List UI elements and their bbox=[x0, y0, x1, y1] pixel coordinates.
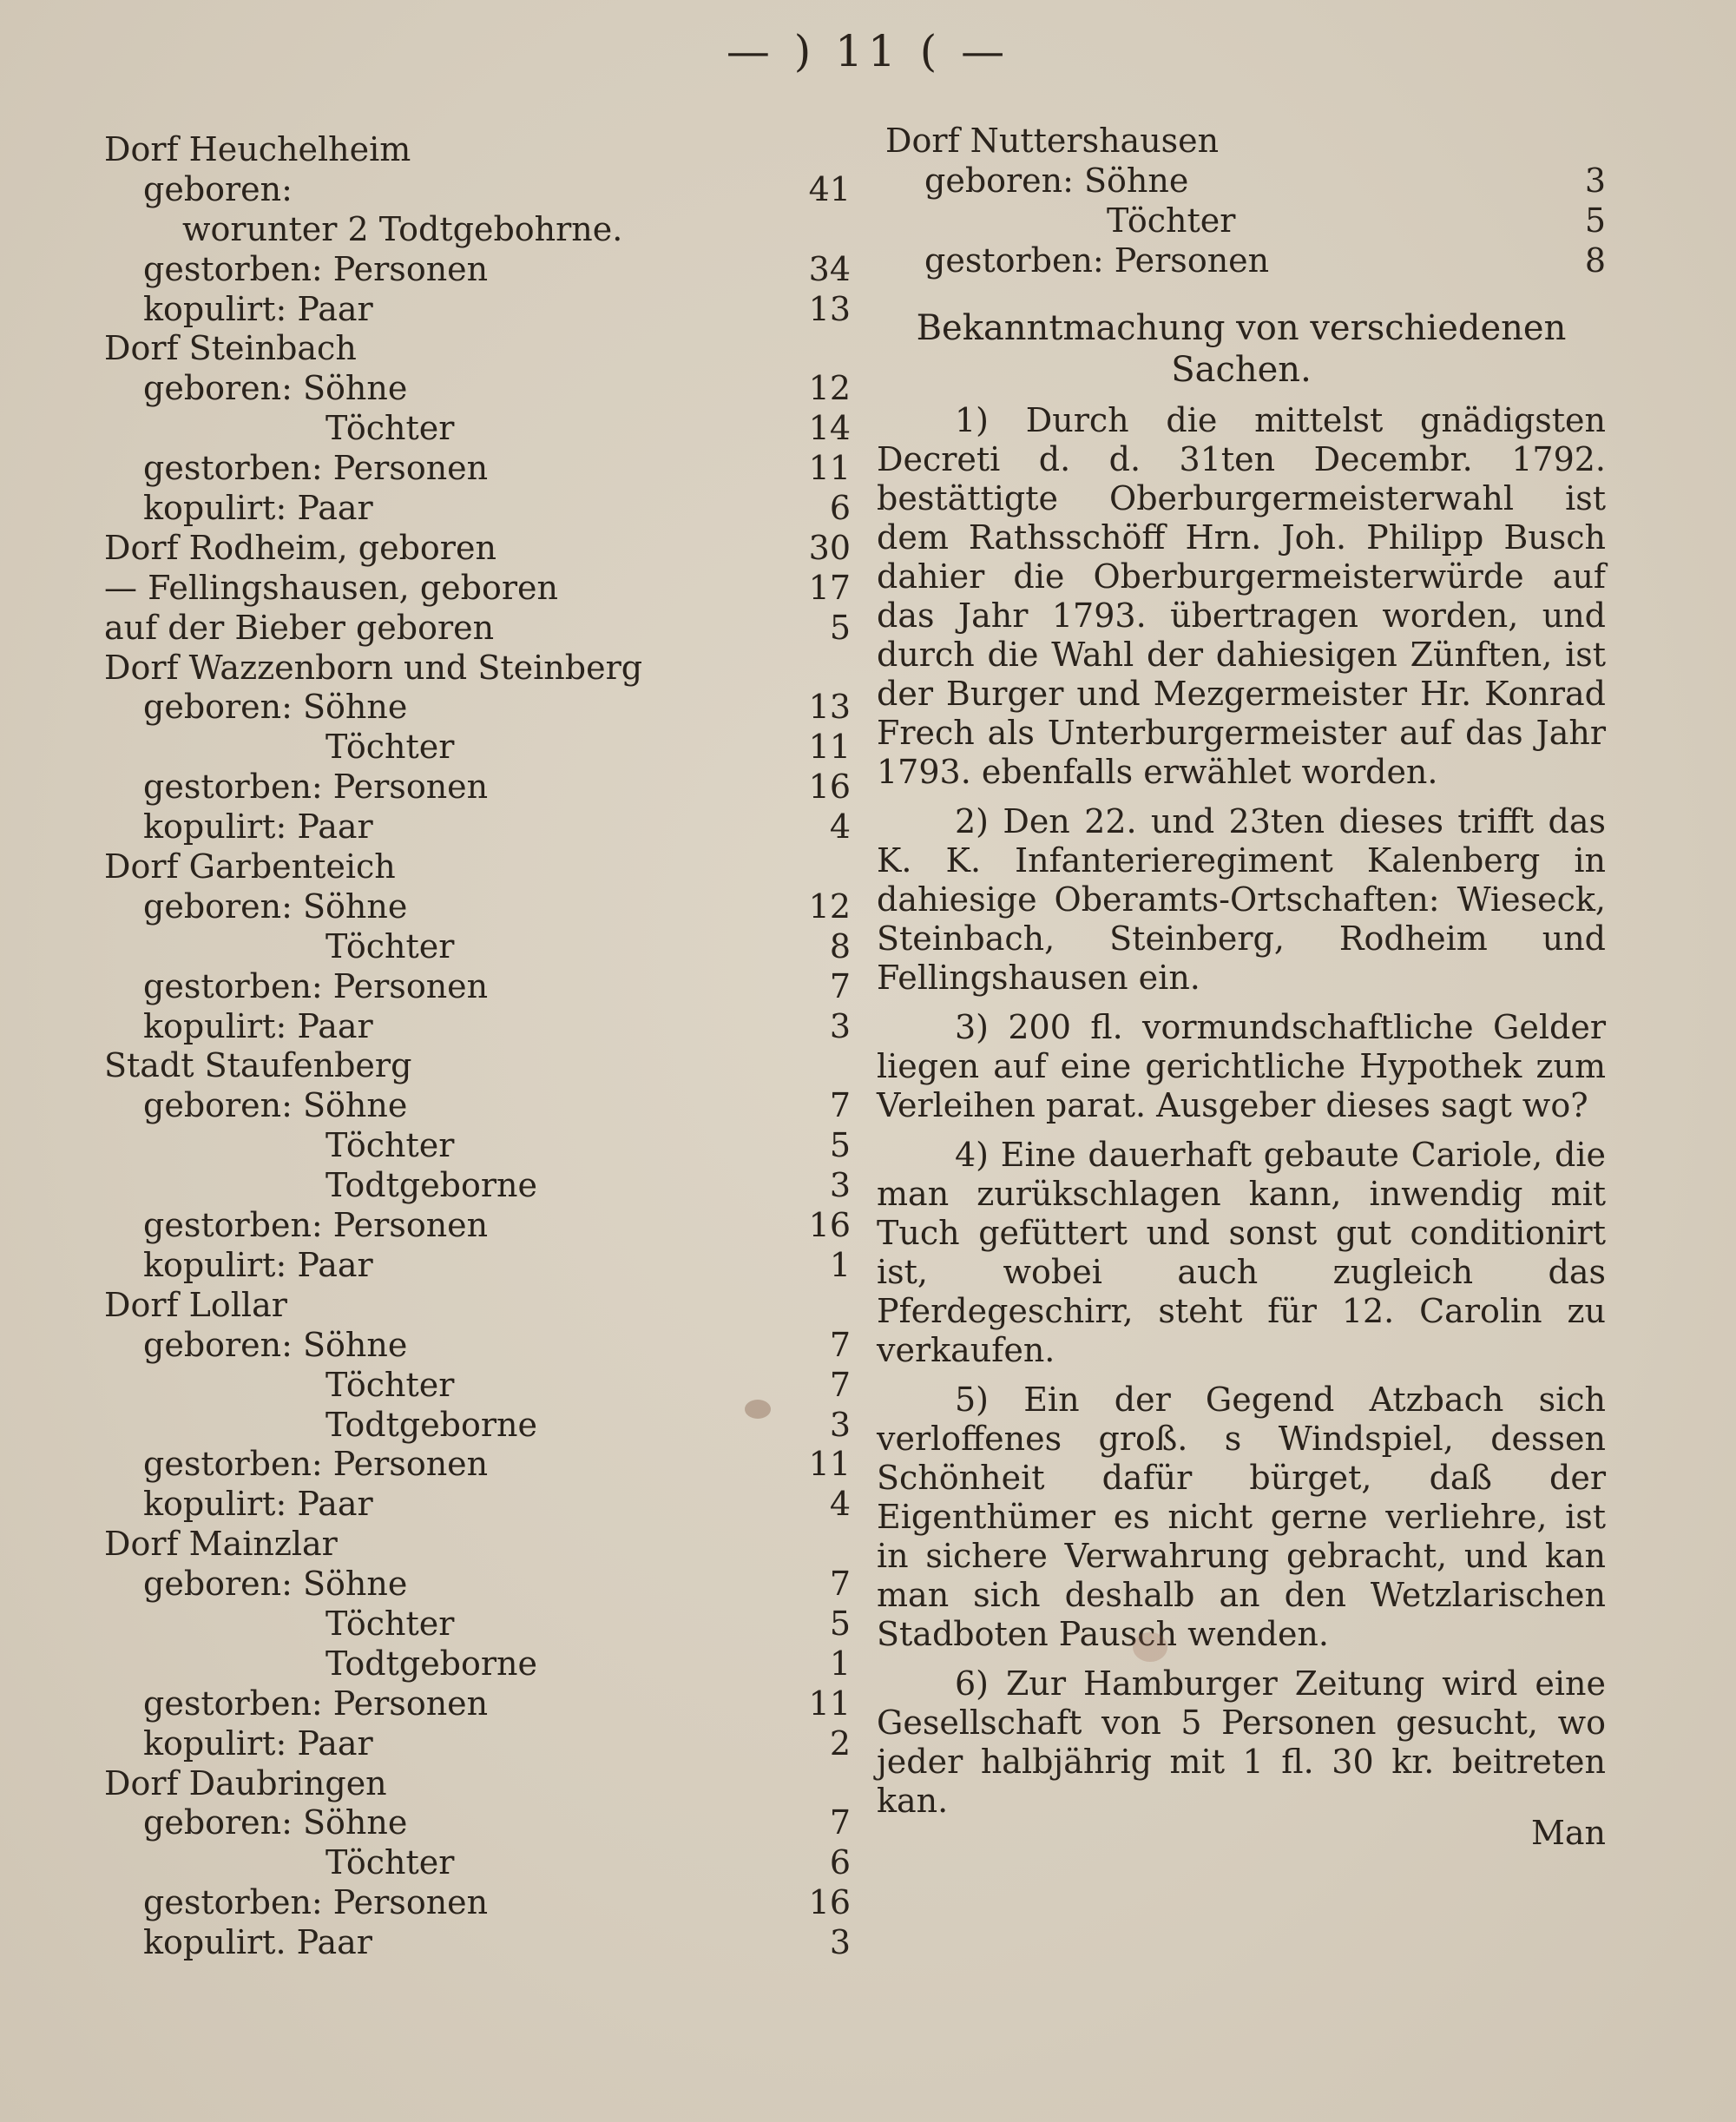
notice-paragraph: 2) Den 22. und 23ten dieses trifft das K. K. Infanterieregiment Kalenberg in dahiesige Oberamts-Ortschaften: Wieseck, Steinbach, Steinberg, Rodheim und Fellingshausen ein. bbox=[877, 801, 1606, 997]
row-value: 1 bbox=[829, 1245, 851, 1284]
row-value: 3 bbox=[829, 1923, 851, 1962]
notice-paragraph: 4) Eine dauerhaft gebaute Cariole, die man zurükschlagen kann, inwendig mit Tuch gefüttert und sonst gut conditionirt ist, wobei auch zugleich das Pferdegeschirr, steht für 12. Carolin zu verkaufen. bbox=[877, 1135, 1606, 1369]
table-row bbox=[95, 489, 851, 529]
row-label: kopulirt: Paar bbox=[143, 1245, 373, 1284]
row-label: — Fellingshausen, geboren bbox=[104, 568, 558, 607]
row-label: Dorf Steinbach bbox=[104, 329, 357, 368]
row-label: kopulirt: Paar bbox=[143, 807, 373, 847]
row-label: kopulirt: Paar bbox=[143, 1485, 373, 1524]
row-value: 5 bbox=[829, 1126, 851, 1165]
table-row bbox=[95, 649, 851, 689]
row-value: 6 bbox=[829, 489, 851, 528]
row-label: gestorben: Personen bbox=[143, 1206, 489, 1245]
row-label: gestorben: Personen bbox=[143, 768, 489, 807]
row-label: gestorben: Personen bbox=[143, 966, 489, 1005]
row-value: 12 bbox=[808, 886, 851, 926]
paper-stain bbox=[1133, 1632, 1167, 1662]
row-label: gestorben: Personen bbox=[143, 249, 489, 288]
ink-blot bbox=[745, 1400, 771, 1419]
table-row bbox=[95, 1126, 851, 1166]
row-label: Töchter bbox=[326, 1843, 455, 1882]
row-value: 11 bbox=[808, 728, 851, 767]
table-row bbox=[95, 1684, 851, 1724]
table-row bbox=[95, 170, 851, 210]
row-value: 13 bbox=[808, 688, 851, 727]
row-label: Töchter bbox=[326, 1604, 455, 1643]
row-value: 3 bbox=[829, 1006, 851, 1045]
table-row bbox=[95, 1086, 851, 1126]
row-label: Todtgeborne bbox=[326, 1166, 538, 1205]
row-value: 11 bbox=[808, 449, 851, 488]
row-value: 7 bbox=[829, 1365, 851, 1404]
table-row bbox=[95, 1007, 851, 1047]
table-row bbox=[95, 1724, 851, 1764]
table-row bbox=[95, 1843, 851, 1883]
row-label: Dorf Heuchelheim bbox=[104, 130, 411, 168]
row-label: Töchter bbox=[1107, 201, 1236, 240]
table-row bbox=[95, 1246, 851, 1286]
row-value: 7 bbox=[829, 966, 851, 1005]
row-value: 30 bbox=[808, 528, 851, 567]
row-label: Stadt Staufenberg bbox=[104, 1046, 412, 1085]
row-value: 7 bbox=[829, 1565, 851, 1604]
section-title: Bekanntmachung von verschiedenen Sachen. bbox=[916, 307, 1567, 390]
row-label: gestorben: Personen bbox=[143, 1445, 489, 1484]
table-row bbox=[95, 609, 851, 649]
table-row bbox=[95, 1883, 851, 1923]
row-label: gestorben: Personen bbox=[143, 1883, 489, 1922]
table-row bbox=[95, 529, 851, 569]
page-header: — ) 11 ( — bbox=[726, 26, 1010, 76]
row-label: kopulirt: Paar bbox=[143, 1723, 373, 1763]
table-row bbox=[95, 1406, 851, 1446]
table-row bbox=[95, 1485, 851, 1525]
row-label: Todtgeborne bbox=[326, 1405, 538, 1444]
row-label: gestorben: Personen bbox=[143, 449, 489, 488]
row-label: Dorf Lollar bbox=[104, 1285, 287, 1324]
table-row bbox=[95, 1445, 851, 1485]
row-label: worunter 2 Todtgebohrne. bbox=[182, 209, 623, 248]
row-label: Töchter bbox=[326, 926, 455, 965]
row-label: Dorf Nuttershausen bbox=[885, 122, 1220, 160]
table-row bbox=[877, 161, 1606, 201]
right-column bbox=[877, 122, 1606, 1850]
table-row bbox=[95, 1206, 851, 1246]
row-value: 14 bbox=[808, 409, 851, 448]
table-row bbox=[95, 409, 851, 449]
notice-paragraph: 5) Ein der Gegend Atzbach sich verloffenes groß. s Windspiel, dessen Schönheit dafür bürget, daß der Eigenthümer es nicht gerne verliehre, ist in sichere Verwahrung gebracht, und kan man sich deshalb an den Wetzlarischen Stadboten Pausch wenden. bbox=[877, 1380, 1606, 1653]
table-row bbox=[95, 927, 851, 967]
table-row bbox=[877, 122, 1606, 161]
row-value: 3 bbox=[829, 1405, 851, 1444]
table-row bbox=[95, 1764, 851, 1804]
row-label: kopulirt: Paar bbox=[143, 289, 373, 328]
row-value: 5 bbox=[829, 608, 851, 647]
row-label: Töchter bbox=[326, 409, 455, 448]
row-value: 7 bbox=[829, 1086, 851, 1125]
table-row bbox=[95, 1923, 851, 1963]
table-row bbox=[95, 1366, 851, 1406]
row-value: 11 bbox=[808, 1684, 851, 1723]
row-label: kopulirt: Paar bbox=[143, 1006, 373, 1045]
table-row bbox=[95, 250, 851, 290]
table-row bbox=[95, 210, 851, 250]
table-row bbox=[95, 1046, 851, 1086]
notice-paragraph: 1) Durch die mittelst gnädigsten Decreti d. d. 31ten Decembr. 1792. bestättigte Oberburgermeisterwahl ist dem Rathsschöff Hrn. Joh. Philipp Busch dahier die Oberburgermeisterwürde auf das Jahr 1793. übertragen worden, und durch die Wahl der dahiesigen Zünften, ist der Burger und Mezgermeister Hr. Konrad Frech als Unterburgermeister auf das Jahr 1793. ebenfalls erwählet worden. bbox=[877, 400, 1606, 791]
row-value: 13 bbox=[808, 289, 851, 328]
row-label: Dorf Rodheim, geboren bbox=[104, 528, 496, 567]
table-row bbox=[95, 1565, 851, 1605]
table-row bbox=[95, 967, 851, 1007]
row-label: gestorben: Personen bbox=[143, 1684, 489, 1723]
row-label: Töchter bbox=[326, 728, 455, 767]
row-label: geboren: Söhne bbox=[143, 369, 408, 408]
notice-paragraph: 6) Zur Hamburger Zeitung wird eine Gesellschaft von 5 Personen gesucht, wo jeder halbjährig mit 1 fl. 30 kr. beitreten kan. bbox=[877, 1664, 1606, 1820]
table-row bbox=[95, 887, 851, 927]
notice-paragraph: 3) 200 fl. vormundschaftliche Gelder liegen auf eine gerichtliche Hypothek zum Verleihen parat. Ausgeber dieses sagt wo? bbox=[877, 1007, 1606, 1124]
row-value: 34 bbox=[808, 249, 851, 288]
row-value: 16 bbox=[808, 768, 851, 807]
row-label: geboren: Söhne bbox=[143, 688, 408, 727]
row-label: Dorf Wazzenborn und Steinberg bbox=[104, 648, 643, 687]
row-value: 3 bbox=[829, 1166, 851, 1205]
row-label: kopulirt. Paar bbox=[143, 1923, 372, 1962]
row-label: auf der Bieber geboren bbox=[104, 608, 495, 647]
row-label: Dorf Daubringen bbox=[104, 1763, 387, 1802]
table-row bbox=[95, 369, 851, 409]
row-value: 17 bbox=[808, 568, 851, 607]
row-value: 8 bbox=[1584, 241, 1606, 280]
table-row bbox=[95, 569, 851, 609]
row-value: 1 bbox=[829, 1644, 851, 1683]
row-label: geboren: Söhne bbox=[143, 1086, 408, 1125]
row-label: Todtgeborne bbox=[326, 1644, 538, 1683]
nuttershausen-table bbox=[877, 122, 1606, 281]
table-row bbox=[877, 201, 1606, 241]
row-label: kopulirt: Paar bbox=[143, 489, 373, 528]
row-label: Töchter bbox=[326, 1126, 455, 1165]
row-value: 12 bbox=[808, 369, 851, 408]
row-label: Dorf Mainzlar bbox=[104, 1525, 338, 1564]
table-row bbox=[95, 290, 851, 330]
row-value: 5 bbox=[1584, 201, 1606, 240]
row-label: geboren: Söhne bbox=[143, 1565, 408, 1604]
table-row bbox=[95, 847, 851, 887]
row-label: geboren: Söhne bbox=[924, 161, 1189, 200]
row-value: 7 bbox=[829, 1325, 851, 1364]
catchword: Man bbox=[1530, 1813, 1606, 1852]
table-row bbox=[877, 241, 1606, 281]
row-label: geboren: Söhne bbox=[143, 886, 408, 926]
row-value: 6 bbox=[829, 1843, 851, 1882]
row-value: 41 bbox=[808, 169, 851, 208]
table-row bbox=[95, 1286, 851, 1326]
table-row bbox=[95, 1644, 851, 1684]
table-row bbox=[95, 130, 851, 170]
row-value: 2 bbox=[829, 1723, 851, 1763]
row-value: 5 bbox=[829, 1604, 851, 1643]
table-row bbox=[95, 1803, 851, 1843]
row-label: geboren: Söhne bbox=[143, 1325, 408, 1364]
table-row bbox=[95, 449, 851, 489]
table-row bbox=[95, 807, 851, 847]
row-value: 4 bbox=[829, 807, 851, 847]
row-value: 7 bbox=[829, 1803, 851, 1842]
row-label: Töchter bbox=[326, 1365, 455, 1404]
row-label: gestorben: Personen bbox=[924, 241, 1270, 280]
row-value: 8 bbox=[829, 926, 851, 965]
row-label: geboren: Söhne bbox=[143, 1803, 408, 1842]
row-value: 4 bbox=[829, 1485, 851, 1524]
table-row bbox=[95, 728, 851, 768]
row-label: Dorf Garbenteich bbox=[104, 847, 396, 886]
table-row bbox=[95, 768, 851, 807]
table-row bbox=[95, 1166, 851, 1206]
table-row bbox=[95, 329, 851, 369]
row-value: 16 bbox=[808, 1883, 851, 1922]
table-row bbox=[95, 688, 851, 728]
table-row bbox=[95, 1525, 851, 1565]
row-value: 16 bbox=[808, 1206, 851, 1245]
table-row bbox=[95, 1326, 851, 1366]
table-row bbox=[95, 1605, 851, 1644]
left-column bbox=[95, 130, 851, 1963]
row-value: 3 bbox=[1584, 161, 1606, 200]
row-value: 11 bbox=[808, 1445, 851, 1484]
row-label: geboren: bbox=[143, 169, 293, 208]
notices-list bbox=[877, 401, 1606, 1821]
